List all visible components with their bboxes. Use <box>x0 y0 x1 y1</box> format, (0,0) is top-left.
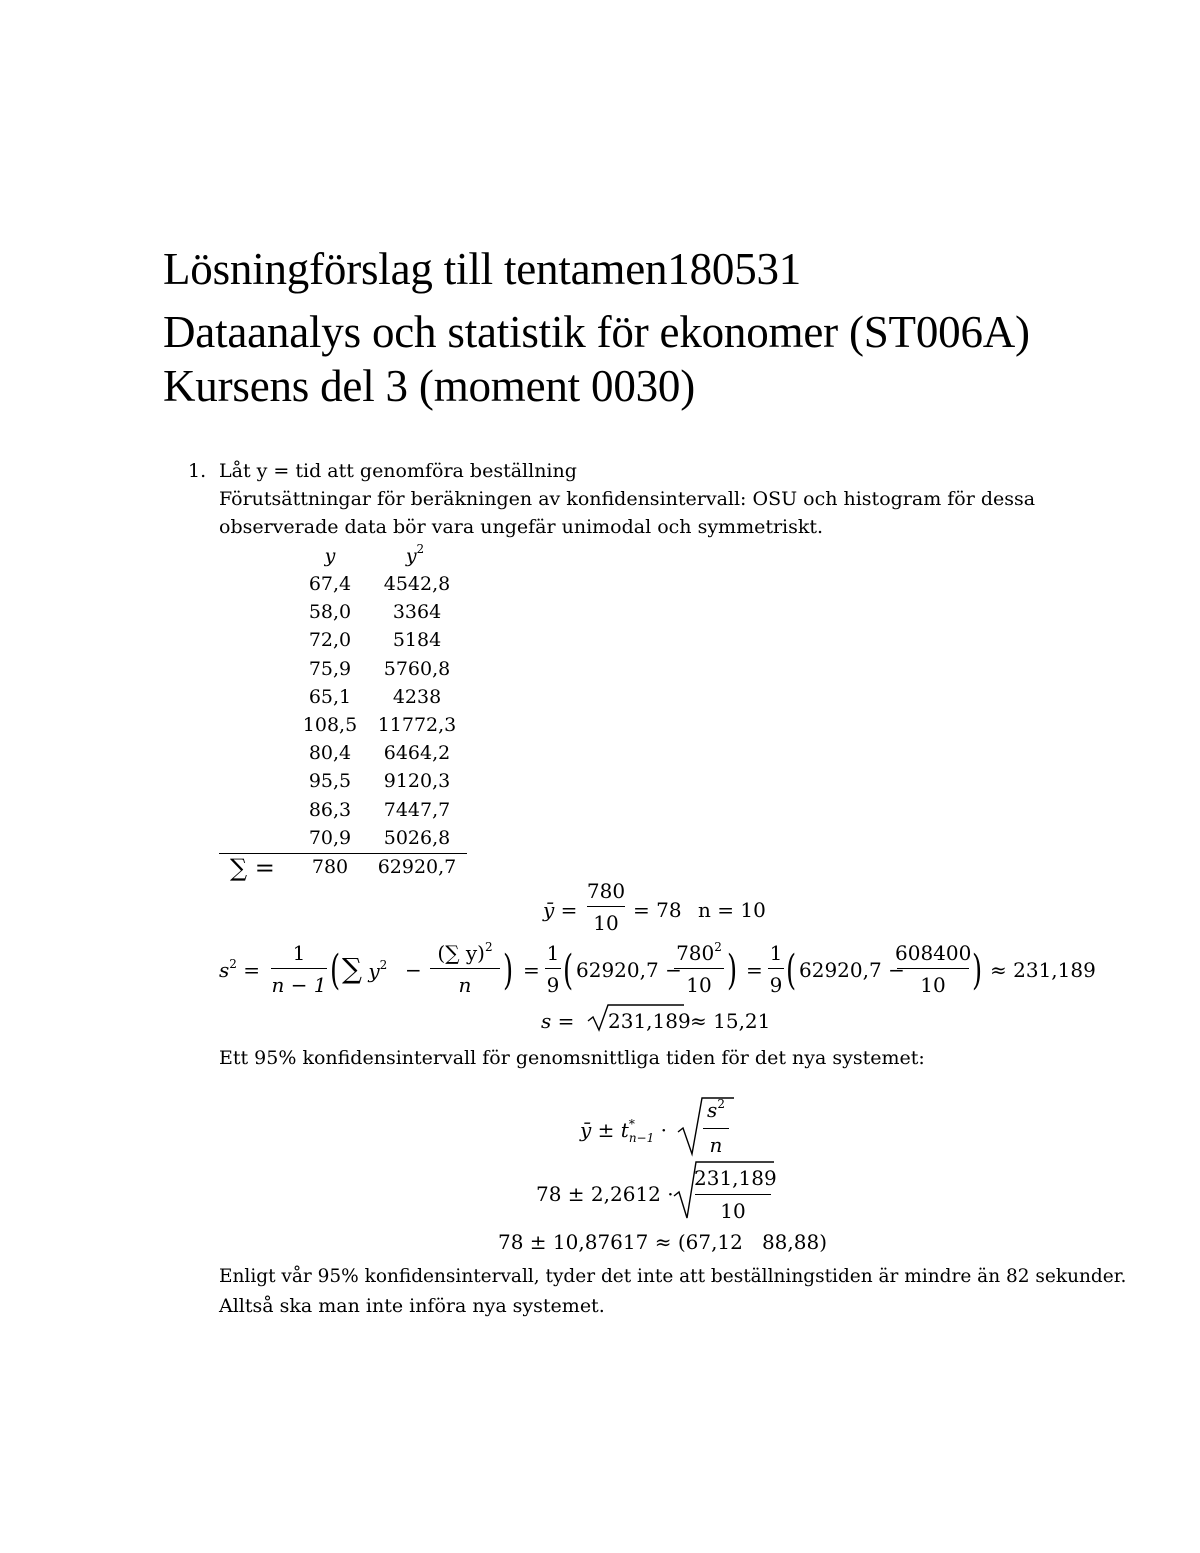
ci-frac-bar <box>703 1128 729 1129</box>
ci-numeric-num: 231,189 <box>694 1166 777 1190</box>
var-frac6-num: 608400 <box>895 941 972 965</box>
var-frac1-num: 1 <box>292 941 306 965</box>
mean-result: = 78 <box>633 898 682 922</box>
var-frac4-den: 10 <box>686 973 712 997</box>
table-cell-y2: 5026,8 <box>383 827 451 849</box>
table-cell-y: 58,0 <box>308 601 352 623</box>
stddev-radicand: 231,189 <box>608 1009 691 1033</box>
sum-y2: 62920,7 <box>377 856 457 878</box>
table-cell-y2: 5184 <box>392 629 442 651</box>
course-title: Dataanalys och statistik för ekonomer (ST006A) <box>163 307 1030 357</box>
page-title: Lösningförslag till tentamen180531 <box>163 244 802 294</box>
ci-intro: Ett 95% konfidensintervall för genomsnittliga tiden för det nya systemet: <box>219 1047 925 1069</box>
var-minus: − <box>405 958 422 982</box>
var-frac6-bar <box>897 968 969 969</box>
ci-numeric-den: 10 <box>720 1199 746 1223</box>
var-result: ≈ 231,189 <box>990 958 1096 982</box>
ci-formula-lhs: ȳ ± $t^*_{n-1}$ · <box>580 1117 667 1145</box>
table-cell-y2: 6464,2 <box>383 742 451 764</box>
problem-intro: Låt y = tid att genomföra beställning <box>219 460 577 482</box>
ci-result: 78 ± 10,87617 ≈ (67,12 88,88) <box>498 1230 828 1254</box>
table-cell-y: 70,9 <box>308 827 352 849</box>
var-eq-3: = <box>746 958 763 982</box>
var-frac3-num: 1 <box>546 941 560 965</box>
assumption-line-1: Förutsättningar för beräkningen av konfidensintervall: OSU och histogram för dessa <box>219 488 1036 510</box>
ci-frac-num: $s^2$ <box>707 1097 725 1122</box>
ci-numeric-bar <box>695 1194 771 1195</box>
table-cell-y2: 5760,8 <box>383 658 451 680</box>
table-cell-y2: 9120,3 <box>383 770 451 792</box>
table-cell-y2: 4542,8 <box>383 573 451 595</box>
sum-y: 780 <box>311 856 349 878</box>
var-frac5-den: 9 <box>769 973 783 997</box>
var-frac2-bar <box>430 968 500 969</box>
var-frac5-num: 1 <box>769 941 783 965</box>
table-cell-y: 108,5 <box>302 714 358 736</box>
var-lparen-1: ( <box>330 947 341 995</box>
var-frac2-den: n <box>458 973 472 997</box>
table-cell-y: 65,1 <box>308 686 352 708</box>
sum-label: ∑ = <box>230 854 275 882</box>
table-cell-y: 75,9 <box>308 658 352 680</box>
table-cell-y2: 4238 <box>392 686 442 708</box>
var-rparen-1: ) <box>503 947 514 995</box>
var-frac3-bar <box>545 968 561 969</box>
table-cell-y: 86,3 <box>308 799 352 821</box>
table-cell-y: 72,0 <box>308 629 352 651</box>
mean-fraction-bar <box>587 906 625 907</box>
var-lparen-3: ( <box>786 947 797 995</box>
table-cell-y: 67,4 <box>308 573 352 595</box>
var-frac6-den: 10 <box>920 973 946 997</box>
var-frac2-num: (∑ y)$^2$ <box>437 940 493 965</box>
conclusion-line-1: Enligt vår 95% konfidensintervall, tyder det inte att beställningstiden är mindre än 82 sekunder. <box>219 1266 1127 1287</box>
var-frac5-bar <box>768 968 784 969</box>
var-frac1-bar <box>271 968 327 969</box>
stddev-result: ≈ 15,21 <box>690 1009 771 1033</box>
table-cell-y2: 3364 <box>392 601 442 623</box>
n-value: n = 10 <box>698 898 766 922</box>
var-rparen-2: ) <box>727 947 738 995</box>
variance-lhs: $s^2$ = <box>219 957 261 982</box>
table-header-y: y <box>324 545 336 567</box>
var-lparen-2: ( <box>563 947 574 995</box>
var-value-62920: 62920,7 − <box>576 958 682 982</box>
stddev-lhs: s = <box>541 1009 575 1033</box>
var-eq-2: = <box>523 958 540 982</box>
mean-lhs: ȳ = <box>543 898 578 922</box>
var-frac1-den: n − 1 <box>271 973 327 997</box>
table-header-y2: $y^2$ <box>405 542 425 567</box>
course-part: Kursens del 3 (moment 0030) <box>163 361 696 411</box>
table-cell-y: 80,4 <box>308 742 352 764</box>
var-value-62920-b: 62920,7 − <box>799 958 905 982</box>
conclusion-line-2: Alltså ska man inte införa nya systemet. <box>219 1295 605 1317</box>
ci-numeric-lhs: 78 ± 2,2612 · <box>536 1182 674 1206</box>
table-cell-y: 95,5 <box>308 770 352 792</box>
var-frac3-den: 9 <box>546 973 560 997</box>
table-cell-y2: 7447,7 <box>383 799 451 821</box>
var-frac4-num: $780^2$ <box>676 940 722 965</box>
table-cell-y2: 11772,3 <box>377 714 457 736</box>
var-frac4-bar <box>674 968 724 969</box>
assumption-line-2: observerade data bör vara ungefär unimodal och symmetriskt. <box>219 516 824 538</box>
ci-frac-den: n <box>709 1133 723 1157</box>
var-rparen-3: ) <box>972 947 983 995</box>
mean-numerator: 780 <box>586 879 626 903</box>
mean-denominator: 10 <box>593 911 619 935</box>
var-sum-y: ∑ $y^2$ <box>342 952 388 985</box>
problem-number: 1. <box>188 460 207 482</box>
